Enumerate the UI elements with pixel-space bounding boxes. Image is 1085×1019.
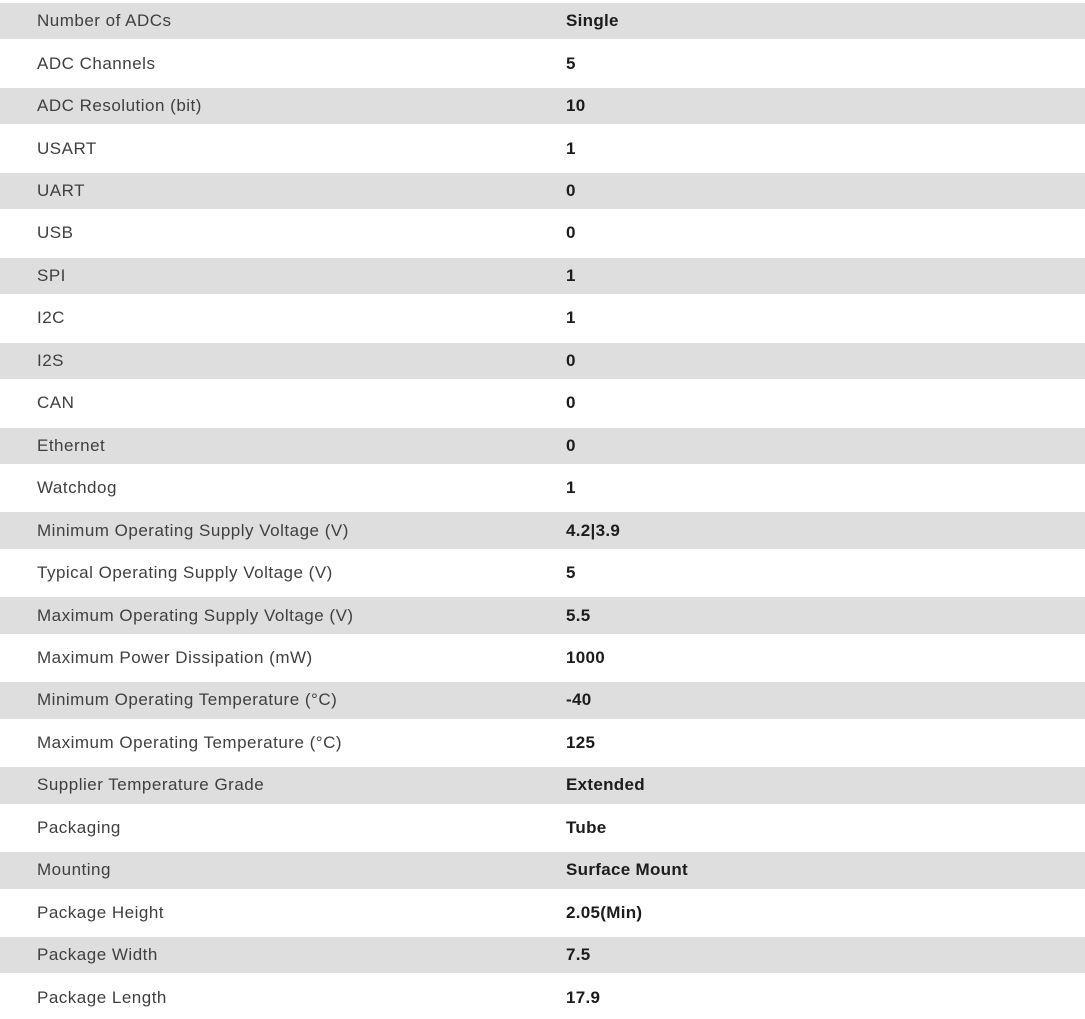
spec-attribute-value: 0: [566, 223, 576, 243]
spec-attribute-value: 1: [566, 265, 576, 285]
spec-attribute-name: Ethernet: [37, 435, 106, 455]
spec-row: [0, 807, 1085, 849]
spec-attribute-name: I2C: [37, 308, 65, 328]
spec-attribute-value: 1: [566, 478, 576, 498]
spec-row: [0, 297, 1085, 339]
spec-attribute-value: Single: [566, 11, 619, 31]
spec-attribute-name: Watchdog: [37, 478, 117, 498]
spec-attribute-name: Number of ADCs: [37, 11, 172, 31]
spec-row: [0, 127, 1085, 169]
spec-row: [0, 212, 1085, 254]
spec-attribute-value: 0: [566, 435, 576, 455]
spec-row: [0, 934, 1085, 976]
spec-attribute-name: UART: [37, 181, 85, 201]
spec-attribute-value: 10: [566, 96, 586, 116]
spec-attribute-name: Minimum Operating Temperature (°C): [37, 690, 338, 710]
spec-attribute-value: 5: [566, 563, 576, 583]
spec-attribute-name: CAN: [37, 393, 75, 413]
spec-attribute-name: Mounting: [37, 860, 111, 880]
spec-row: [0, 637, 1085, 679]
spec-attribute-name: USB: [37, 223, 74, 243]
spec-attribute-value: Surface Mount: [566, 860, 688, 880]
spec-row: [0, 976, 1085, 1018]
spec-attribute-value: 5.5: [566, 605, 591, 625]
spec-attribute-name: Package Height: [37, 902, 165, 922]
spec-attribute-name: ADC Resolution (bit): [37, 96, 202, 116]
spec-attribute-value: Tube: [566, 817, 607, 837]
spec-attribute-value: 5: [566, 53, 576, 73]
spec-attribute-name: SPI: [37, 265, 66, 285]
spec-row: [0, 85, 1085, 127]
spec-attribute-value: 4.2|3.9: [566, 520, 621, 540]
spec-attribute-name: Maximum Operating Temperature (°C): [37, 732, 343, 752]
spec-row: [0, 892, 1085, 934]
spec-attribute-value: 7.5: [566, 945, 591, 965]
spec-row: [0, 42, 1085, 84]
spec-attribute-name: Packaging: [37, 817, 121, 837]
spec-attribute-value: 125: [566, 732, 596, 752]
spec-attribute-value: 2.05(Min): [566, 902, 643, 922]
spec-row: [0, 509, 1085, 551]
spec-attribute-value: -40: [566, 690, 592, 710]
spec-attribute-name: Package Width: [37, 945, 158, 965]
spec-attribute-value: 0: [566, 350, 576, 370]
spec-attribute-name: ADC Channels: [37, 53, 156, 73]
spec-attribute-name: I2S: [37, 350, 65, 370]
spec-attribute-name: Maximum Power Dissipation (mW): [37, 648, 313, 668]
spec-attribute-value: Extended: [566, 775, 645, 795]
spec-attribute-name: Package Length: [37, 987, 167, 1007]
spec-attribute-name: Typical Operating Supply Voltage (V): [37, 563, 333, 583]
spec-row: [0, 340, 1085, 382]
spec-attribute-name: Supplier Temperature Grade: [37, 775, 265, 795]
spec-row: [0, 255, 1085, 297]
spec-attribute-name: Maximum Operating Supply Voltage (V): [37, 605, 354, 625]
spec-attribute-value: 1: [566, 308, 576, 328]
spec-row: [0, 594, 1085, 636]
spec-attribute-name: USART: [37, 138, 97, 158]
spec-attribute-value: 0: [566, 393, 576, 413]
spec-row: [0, 679, 1085, 721]
spec-row: [0, 467, 1085, 509]
spec-attribute-value: 1: [566, 138, 576, 158]
spec-row: [0, 552, 1085, 594]
spec-row: [0, 722, 1085, 764]
spec-attribute-value: 1000: [566, 648, 606, 668]
spec-row: [0, 170, 1085, 212]
spec-row: [0, 382, 1085, 424]
spec-row: [0, 425, 1085, 467]
spec-attribute-value: 0: [566, 181, 576, 201]
spec-attribute-name: Minimum Operating Supply Voltage (V): [37, 520, 349, 540]
spec-attribute-value: 17.9: [566, 987, 601, 1007]
spec-row: [0, 849, 1085, 891]
spec-row: [0, 0, 1085, 42]
spec-row: [0, 764, 1085, 806]
